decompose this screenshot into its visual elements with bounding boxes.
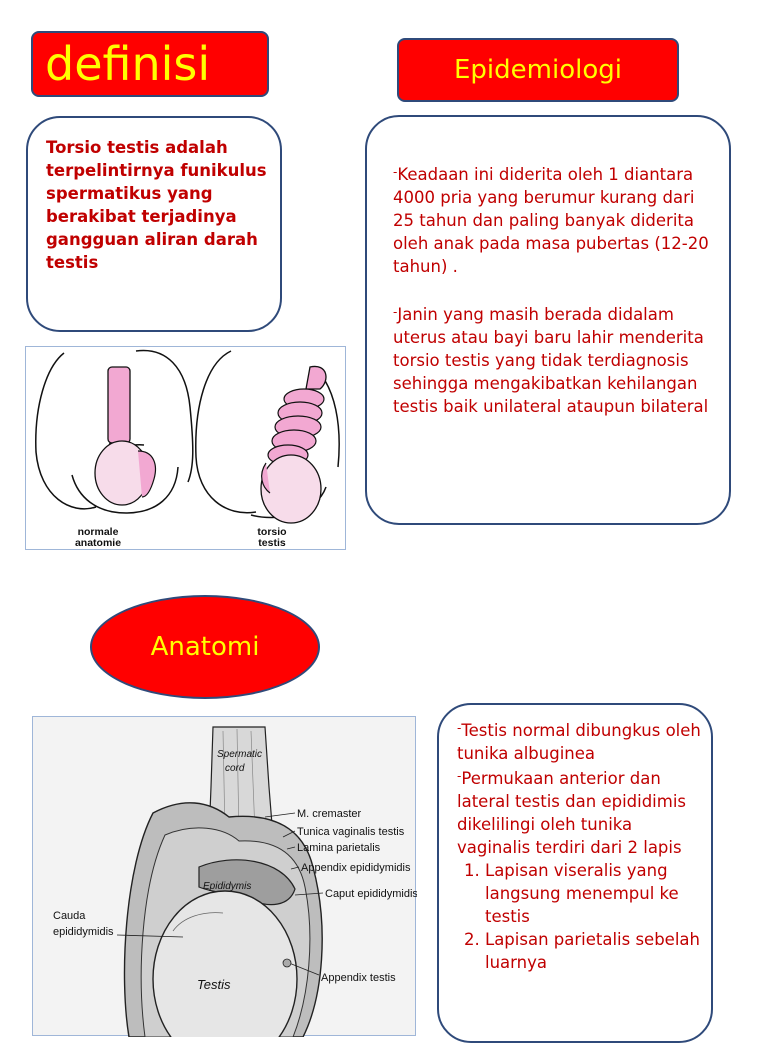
anatomi-box (437, 703, 713, 1043)
definisi-text: Torsio testis adalah terpelintirnya funikulus spermatikus yang berakibat terjadinya gangguan aliran darah testis (46, 138, 267, 272)
anatomi-point-1: -Testis normal dibungkus oleh tunika albuginea (457, 721, 701, 763)
anatomy-drawing (33, 717, 417, 1037)
epidemiologi-title-text: Epidemiologi (454, 55, 622, 85)
label-caput-epididymidis: Caput epididymidis (325, 888, 417, 900)
definisi-title (31, 31, 269, 97)
label-appendix-epididymidis: Appendix epididymidis (301, 862, 411, 874)
anatomi-title (90, 595, 320, 699)
label-appendix-testis: Appendix testis (321, 972, 396, 984)
caption-torsio-2: testis (258, 537, 286, 549)
definisi-title-text: definisi (45, 37, 211, 91)
label-tunica-vaginalis: Tunica vaginalis testis (297, 826, 405, 838)
epidemiologi-point-2: -Janin yang masih berada didalam uterus atau bayi baru lahir menderita torsio testis yang tidak terdiagnosis sehingga mengakibatkan kehilangan testis baik unilateral ataupun bilateral (393, 305, 709, 416)
caption-torsio-1: torsio (257, 526, 287, 538)
epidemiologi-point-1: -Keadaan ini diderita oleh 1 diantara 4000 pria yang berumur kurang dari 25 tahun dan paling banyak diderita oleh anak pada masa pubertas (12-20 tahun) . (393, 165, 709, 276)
label-spermatic: Spermatic (217, 749, 263, 760)
torsio-drawing (26, 347, 347, 551)
anatomi-title-text: Anatomi (150, 632, 260, 662)
torsio-illustration (25, 346, 346, 550)
label-m-cremaster: M. cremaster (297, 808, 362, 820)
label-cord: cord (225, 763, 245, 774)
label-lamina-parietalis: Lamina parietalis (297, 842, 381, 854)
anatomi-point-2: -Permukaan anterior dan lateral testis dan epididimis dikelilingi oleh tunika vaginalis terdiri dari 2 lapis (457, 769, 687, 857)
label-epididymis: Epididymis (203, 881, 252, 892)
list-item: 2. Lapisan parietalis sebelah luarnya (485, 928, 701, 974)
caption-normal-2: anatomie (74, 537, 122, 549)
label-testis: Testis (197, 977, 231, 992)
label-cauda: Cauda (53, 910, 86, 922)
definisi-box (26, 116, 282, 332)
anatomi-layer-list (457, 859, 701, 974)
caption-normal-1: normale (77, 526, 119, 538)
epidemiologi-box (365, 115, 731, 525)
list-item: 1. Lapisan viseralis yang langsung menempul ke testis (485, 859, 701, 928)
epidemiologi-title (397, 38, 679, 102)
anatomy-illustration (32, 716, 416, 1036)
label-cauda-epididymidis: epididymidis (53, 926, 114, 938)
